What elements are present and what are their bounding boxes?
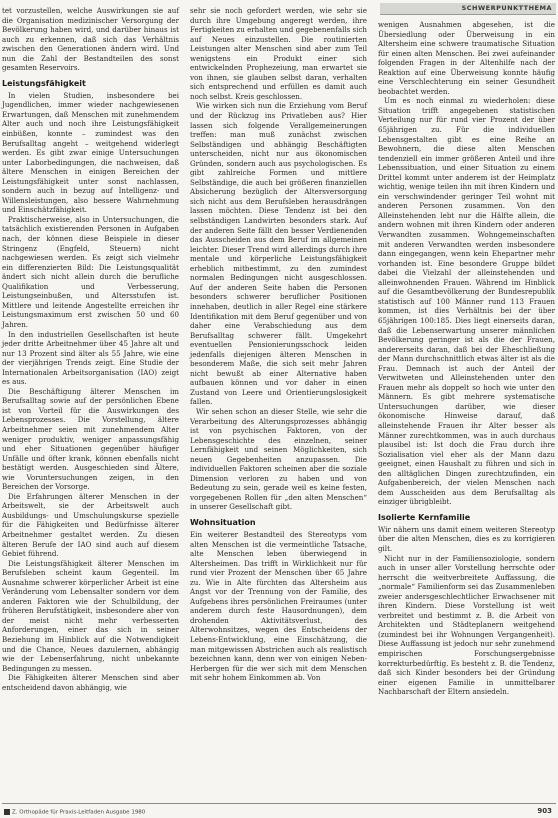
paragraph: Praktischerweise, also in Untersuchungen, die tatsächlich existierenden Personen in Aufgaben nach, der können diese Beispiele in dieser Stringenz (Engfeld, Steuern) nicht nachgewiesen werden. Es zeigt sich vielmehr ein differenzierten Bild: Die Leistungsqualität ändert sich nicht allein durch die berufliche Qualifikation und Verbesserung, Leistungseinbußen, und Altersstufen ist. Mittlere und leitende Angestellte erreichen ihr Leistungsmaximum erst zwischen 50 und 60 Jahren. <box>2 214 179 329</box>
paragraph: sehr sie noch gefordert werden, wie sehr sie durch ihre Umgebung angeregt werden, ihre Fertigkeiten zu erhalten und gegebenenfalls sich auf Neues einzustellen. Die routinierten Leistungen alter Menschen sind aber zum Teil wenigstens ein Produkt einer sich entwickelnden Prophezeiung, man erwartet sie von ihnen, sie glauben selbst daran, verhalten sich entsprechend und erfüllen es damit auch noch selbst. Kreis geschlossen. <box>190 6 367 101</box>
section-header-label: SCHWERPUNKTTHEMA <box>461 4 552 12</box>
text-column-1 <box>2 6 179 692</box>
paragraph: Wir nähern uns damit einem weiteren Stereotyp über die alten Menschen, dies es zu korrigieren gilt. <box>378 524 555 553</box>
paragraph: In vielen Studien, insbesondere bei Jugendlichen, immer wieder nachgewiesenen Erwartungen, daß Menschen mit zunehmendem Alter auch und noch ihre Leistungsfähigkeit einbüßen, konnte – zumindest was den Berufsalltag angeht – weitgehend widerlegt werden. Es gibt zwar einige Untersuchungen unter Laborbedingungen, die nachweisen, daß ältere Menschen in einigen Bereichen der Leistungsfähigkeit unter sonst nachlassen, sondern auch in bezug auf Intelligenz- und Willensleistungen, also bessere Wahrnehmung und Einschätzfähigkeit. <box>2 90 179 215</box>
paragraph: Wie wirken sich nun die Erziehung vom Beruf und der Rückzug ins Privatleben aus? Hier lassen sich folgende Verallgemeinerungen treffen: man muß zunächst zwischen Selbständigen und abhängig Beschäftigten unterscheiden, nicht nur aus ökonomischen Gründen, sondern auch aus psychologischen. Es gibt zahlreiche Formen und mittlere Selbständige, die auch bei größeren finanziellen Absicherung bezüglich der Altersversorgung sich nicht aus dem Berufsleben herausdrängen lassen möchten. Diese Tendenz ist bei den selbständigen Landwirten besonders stark. Auf der anderen Seite fällt den besser Verdienenden das Ausscheiden aus dem Beruf im allgemeinen leichter. Dieser Trend wird allerdings durch ihre mentale und körperliche Leistungsfähigkeit erheblich mitbestimmt, zu den zumindest normalen Bedingungen nicht ausgeschlossen. Auf der anderen Seite haben die Personen besonders schwerer beruflicher Positionen innehaben, deutlich in aller Regel eine stärkere Identifikation mit dem Beruf gegenüber und von daher eine Verabschiedung aus dem Berufsalltag schwerer fällt. Umgekehrt eventuellen Pensionierungsschock leiden jedenfalls diejenigen älteren Menschen in besonderem Maße, die sich seit mehr Jahren nicht bewußt ab einer Alternative haben aufbauen können und vor daher in einen Zustand von Leere und Orientierungslosigkeit fallen. <box>190 101 367 407</box>
section-heading-isolierte-kernfamilie: Isolierte Kernfamilie <box>378 512 471 522</box>
footer-citation-text: Z. Orthopäde für Praxis-Leitfaden Ausgabe 1980 <box>12 809 146 815</box>
paragraph: Die Erfahrungen älterer Menschen in der Arbeitswelt, sie der Arbeitswelt auch Ausbildungs- und Umschulungskurse spezielle für die Fähigkeiten und Bedürfnisse älterer Arbeitnehmer gestaltet werden. Zu diesen älteren Berufe der IAO sind auch auf diesem Gebiet führend. <box>2 491 179 559</box>
footer-citation <box>4 809 145 816</box>
section-heading-leistungsfaehigkeit: Leistungsfähigkeit <box>2 78 86 88</box>
square-bullet-icon <box>4 809 10 815</box>
paragraph: wenigen Ausnahmen abgesehen, ist die Übersiedlung oder Überweisung in ein Altersheim eine schwere traumatische Situation für einen alten Menschen. Bei zwei aufeinander folgenden Fragen in der Altenhilfe nach der Reaktion auf eine Überweisung konnte häufig eine Verschlechterung ein seiner Gesundheit beobachtet werden. <box>378 20 555 96</box>
section-header-bar <box>380 3 556 15</box>
footer-rule <box>2 803 556 804</box>
paragraph: Die Leistungsfähigkeit älterer Menschen im Berufsleben scheint kaum Gegenteil. Im Ausnahme schwerer körperlicher Arbeit ist eine Veränderung vom Lebensalter sondern vor dem anderen Faktoren wie der Schulbildung, der früheren Berufstätigkeit, insbesondere aber von der meist nicht mehr verbesserten Anforderungen, einer das sich in seiner Beziehung im Hinblick auf die Notwendigkeit und die Chance, Neues dazulernen, abhängig wie der Lebenserfahrung, nicht unbekannte Bedingungen zu messen. <box>2 558 179 673</box>
paragraph: Die Fähigkeiten älterer Menschen sind aber entscheidend davon abhängig, wie <box>2 673 179 692</box>
paragraph: Um es noch einmal zu wiederholen: diese Situation trifft angegebenen statistischen Verteilung nur für rund vier Prozent der über 65jährigen zu. Für die individuellen Lebensgestalten gibt es eine Reihe an Bewohnern, die diese alten Menschen tendenziell ein immer größeren Anteil und ihre Lebenssituation, und einer Situation zu einem Drittel kommt unter anderem ist der Heimplatz wichtig, wenige teilen ihn mit ihren Kindern und ein verschwindender geringer Teil wohnt mit anderen Personen zusammen. Von den Alleinstehenden lebt nur die Hälfte allein, die andern wohnen mit ihren Kindern oder anderen Verwandten zusammen. Wohngemeinschaften mit anderen Verwandten werden insbesondere dann eingegangen, wenn kein Ehepartner mehr vorhanden ist. Eine besondere Gruppe bildet dabei die Vielzahl der alleinstehenden und alleinwohnenden Frauen. Während im Hinblick auf die Gesamtbevölkerung der Bundesrepublik statistisch auf 100 Männer rund 113 Frauen kommen, ist dies Verhältnis bei der über 65jährigen 100:185. Dies liegt einerseits daran, daß die Lebenserwartung unserer männlichen Bevölkerung geringer ist als die der Frauen, andererseits daran, daß bei der Eheschließung der Mann durchschnittlich etwas älter ist als die Frau. Demnach ist auch der Anteil der Verwitweten und Alleinstehenden unter den Frauen mehr als doppelt so hoch wie unter den Männern. Es gibt mehrere systematische Untersuchungen darüber, wie dieser ökonomische Hinweise darauf, daß alleinstehende Frauen ihr Alter besser als Männer zurechtkommen, was in auch durchaus plausibel ist: Ist doch die Frau durch ihre Sozialisation viel eher als der Mann dazu geeignet, einen Haushalt zu führen und sich in den alltäglichen Dingen zurechtzufinden, ein Aufgabenbereich, der vielen Menschen nach dem Ausscheiden aus dem Berufsalltag als einziger übrigbleibt. <box>378 96 555 507</box>
paragraph: Wir sehen schon an dieser Stelle, wie sehr die Verarbeitung des Alterungsprozesses abhängig ist von psychischen Faktoren, von der Lebensgeschichte des einzelnen, seiner Lernfähigkeit und seinen Möglichkeiten, sich neuen Gegebenheiten anzupassen. Die individuellen Faktoren scheinen aber die soziale Dimension verloren zu haben und von Bedeutung zu sein, gerade weil es keine festen, vorgegebenen Rollen für „den alten Menschen“ in unserer Gesellschaft gibt. <box>190 406 367 512</box>
text-column-3 <box>378 20 555 697</box>
paragraph: Ein weiterer Bestandteil des Stereotyps vom alten Menschen ist die vermeintliche Tatsache, alte Menschen leben überwiegend in Altersheimen. Das trifft in Wirklichkeit nur für rund vier Prozent der Menschen über 65 Jahre zu. Wie in Alte fürchten das Altersheim aus Angst vor der Trennung von der Familie, des Aufgebens ihres persönlichen Freiraumes (unter anderem durch feste Hausordnungen), dem drohenden Aktivitätsverlust, des Alterwohnsitzes, wegen des Entscheidens der Lebens-Entwicklung, eine Einschätzung, die man mitgewissen Abstrichen auch als realistisch bezeichnen kann, denn wer von einigen Neben-Herbergen für die wer sich mit dem Menschen mit sehr hohem Einkommen ab. Von <box>190 529 367 683</box>
paragraph: tet vorzustellen, welche Auswirkungen sie auf die Organisation medizinischer Versorgung der Bevölkerung haben wird, und darüber hinaus ist auch zu erkennen, daß sich das Verhältnis zwischen den Generationen ändern wird. Und nun die Zahl der Bestandteilen des sonst gesamten Reservoirs. <box>2 6 179 73</box>
section-heading-wohnsituation: Wohnsituation <box>190 517 256 527</box>
paragraph: Die Beschäftigung älterer Menschen im Berufsalltag sowie auf der persönlichen Ebene ist von Vorteil für die Auswirkungen des Lebensprozesses. Die Vorstellung, ältere Arbeitnehmer seien mit zunehmendem Alter weniger produktiv, weniger anpassungsfähig und eher Situationen gegenüber häufiger Unfälle und öfter krank, können ebenfalls nicht bestätigt werden. Ausgeschieden sind Ältere, wie Voruntersuchungen zeigen, in den Bereichen der Vorsorge. <box>2 386 179 492</box>
paragraph: In den industriellen Gesellschaften ist heute jeder dritte Arbeitnehmer über 45 Jahre alt und nur 13 Prozent sind älter als 55 Jahre, wie eine der vierjährigen Trends zeigt. Eine Studie der Internationalen Arbeitsorganisation (IAO) zeigt es aus. <box>2 329 179 387</box>
page-number: 903 <box>537 807 552 815</box>
text-column-2 <box>190 6 367 683</box>
paragraph: Nicht nur in der Familiensoziologie, sondern auch in unser aller Vorstellung herrschte oder herrscht die weitverbreitete Auffassung, die „normale“ Familienform sei das Zusammenleben zweier andersgeschlechtlicher Erwachsener mit ihren Kindern. Diese Vorstellung ist weit verbreitet und bestimmt z. B. die Arbeit von Architekten und Städteplanern weitgehend (zumindest bei ihr Wohnungen Vergangenheit). Diese Auffassung ist jedoch nur sehr zunehmend empirischen Forschungsergebnisse korrekturbedürftig. Es besteht z. B. die Tendenz, daß sich Kinder besonders bei der Gründung einer eigenen Familie in unmittelbarer Nachbarschaft der Eltern ansiedeln. <box>378 553 555 697</box>
